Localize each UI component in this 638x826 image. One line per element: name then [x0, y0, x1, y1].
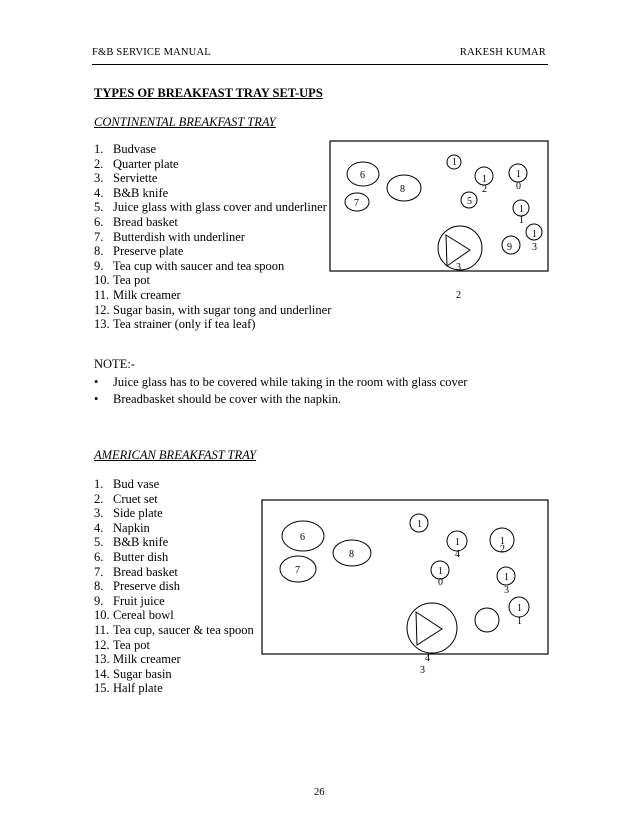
diagram-label: 0	[516, 181, 521, 192]
diagram-label: 3	[504, 585, 509, 596]
diagram-label: 0	[438, 577, 443, 588]
diagram-label: 1	[455, 537, 460, 548]
diagram-label: 7	[354, 198, 359, 209]
list-item: 3. Side plate	[94, 506, 163, 521]
diagram-label: 1	[504, 572, 509, 583]
diagram-label: 9	[507, 242, 512, 253]
list-item: 6. Bread basket	[94, 214, 178, 229]
page-title: TYPES OF BREAKFAST TRAY SET-UPS	[94, 86, 323, 100]
fruit-juice-circle	[475, 608, 499, 632]
american-heading: AMERICAN BREAKFAST TRAY	[94, 448, 257, 462]
diagram-label: 8	[349, 549, 354, 560]
list-item: • Juice glass has to be covered while taking in the room with glass cover	[94, 375, 468, 389]
page-number: 26	[314, 787, 325, 798]
bullet-icon: •	[94, 375, 99, 389]
diagram-label: 7	[295, 565, 300, 576]
list-item: 2. Quarter plate	[94, 156, 179, 171]
diagram-label: 3	[532, 242, 537, 253]
list-item: 8. Preserve dish	[94, 579, 180, 594]
diagram-label: 1	[452, 157, 457, 168]
bullet-icon: •	[94, 392, 99, 406]
list-item: 8. Preserve plate	[94, 244, 184, 259]
list-item: 11. Tea cup, saucer & tea spoon	[94, 622, 254, 637]
napkin-triangle	[416, 612, 442, 645]
list-item: 11. Milk creamer	[94, 287, 181, 302]
list-item: 15. Half plate	[94, 681, 163, 696]
list-item: 6. Butter dish	[94, 549, 169, 564]
diagram-label: 2	[456, 290, 461, 301]
list-item: 3. Serviette	[94, 171, 158, 186]
list-item: 1. Budvase	[94, 142, 157, 156]
diagram-label: 2	[500, 544, 505, 555]
diagram-label: 1	[519, 215, 524, 226]
diagram-label: 1	[517, 603, 522, 614]
diagram-label: 4	[455, 549, 460, 560]
list-item: 10. Cereal bowl	[94, 608, 174, 623]
list-item: 7. Butterdish with underliner	[94, 229, 245, 244]
list-item: 12. Tea pot	[94, 637, 150, 652]
list-item: 9. Fruit juice	[94, 593, 165, 608]
note-heading: NOTE:-	[94, 357, 135, 371]
diagram-label: 1	[517, 616, 522, 627]
diagram-label: 6	[300, 532, 305, 543]
list-item: 13. Tea strainer (only if tea leaf)	[94, 317, 256, 332]
side-plate-circle	[407, 603, 457, 653]
diagram-label: 8	[400, 184, 405, 195]
list-item: 1. Bud vase	[94, 477, 160, 491]
diagram-label: 2	[482, 184, 487, 195]
list-item: 13. Milk creamer	[94, 652, 181, 667]
diagram-label: 1	[532, 229, 537, 240]
list-item: 14. Sugar basin	[94, 666, 172, 681]
list-item: 9. Tea cup with saucer and tea spoon	[94, 258, 285, 273]
diagram-label: 1	[417, 519, 422, 530]
list-item: 2. Cruet set	[94, 491, 158, 506]
running-header-left: F&B SERVICE MANUAL	[92, 47, 211, 58]
list-item: 10. Tea pot	[94, 273, 150, 288]
diagram-label: 1	[516, 169, 521, 180]
diagram-label: 1	[500, 536, 505, 547]
list-item: 7. Bread basket	[94, 564, 178, 579]
diagram-label: 1	[519, 204, 524, 215]
list-item: 5. Juice glass with glass cover and underliner	[94, 200, 327, 215]
continental-heading: CONTINENTAL BREAKFAST TRAY	[94, 115, 276, 129]
diagram-label: 3	[420, 665, 425, 676]
diagram-label: 1	[438, 566, 443, 577]
list-item: 4. Napkin	[94, 520, 150, 535]
diagram-label: 4	[425, 653, 430, 664]
diagram-label: 5	[467, 196, 472, 207]
running-header-right: RAKESH KUMAR	[459, 47, 546, 58]
diagram-label: 1	[482, 174, 487, 185]
list-item: 4. B&B knife	[94, 185, 169, 200]
list-item: • Breadbasket should be cover with the napkin.	[94, 392, 342, 406]
list-item: 12. Sugar basin, with sugar tong and underliner	[94, 302, 332, 317]
diagram-label: 6	[360, 170, 365, 181]
diagram-label: 3	[456, 262, 461, 273]
list-item: 5. B&B knife	[94, 535, 169, 550]
